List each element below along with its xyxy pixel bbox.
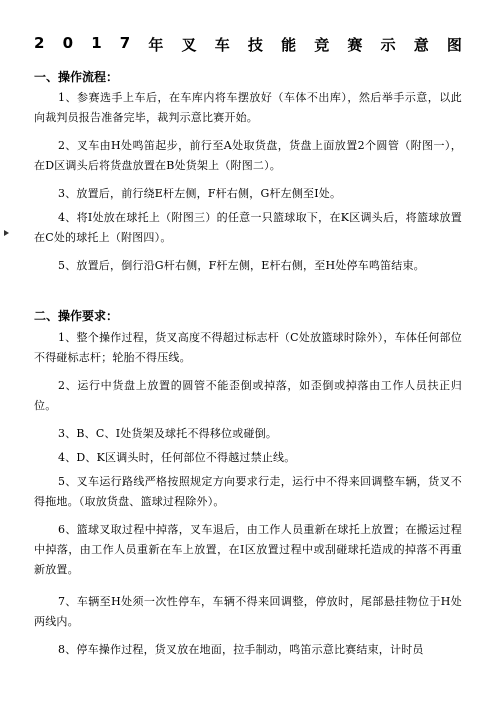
title-char: 竞: [314, 36, 330, 54]
title-char: 年: [148, 36, 164, 54]
title-char: 能: [281, 36, 297, 54]
title-char: 0: [62, 34, 74, 52]
title-char: 车: [214, 36, 230, 54]
flow-step-2: 2、叉车由H处鸣笛起步，前行至A处取货盘，货盘上面放置2个圆管（附图一），在D区调头后将货盘放置在B处货架上（附图二）。: [34, 139, 462, 172]
requirement-6: 6、篮球叉取过程中掉落，叉车退后，由工作人员重新在球托上放置；在搬运过程中掉落，由工作人员重新在车上放置，在I区放置过程中或刮碰球托造成的掉落不再重新放置。: [34, 523, 462, 576]
requirement-8: 8、停车操作过程，货叉放在地面，拉手制动，鸣笛示意比赛结束，计时员: [58, 643, 424, 656]
bullet-marker-icon: [4, 230, 9, 236]
requirement-5: 5、叉车运行路线严格按照规定方向要求行走，运行中不得来回调整车辆，货叉不得拖地。（取放货盘、篮球过程除外）。: [34, 475, 462, 508]
section-heading-flow: 一、操作流程：: [34, 70, 119, 84]
flow-step-1: 1、参赛选手上车后，在车库内将车摆放好（车体不出库），然后举手示意，以此向裁判员报告准备完毕，裁判示意比赛开始。: [34, 91, 462, 124]
title-char: 2: [34, 34, 45, 52]
flow-step-4: 4、将I处放在球托上（附图三）的任意一只篮球取下，在K区调头后，将篮球放置在C处的球托上（附图四）。: [34, 211, 462, 244]
title-char: 意: [413, 36, 429, 54]
requirement-2: 2、运行中货盘上放置的圆管不能歪倒或掉落，如歪倒或掉落由工作人员扶正归位。: [34, 379, 462, 412]
title-char: 赛: [347, 36, 363, 54]
requirement-3: 3、B、C、I处货架及球托不得移位或碰倒。: [58, 427, 278, 440]
requirement-7: 7、车辆至H处须一次性停车，车辆不得来回调整，停放时，尾部悬挂物位于H处两线内。: [34, 595, 462, 628]
flow-step-5: 5、放置后，倒行沿G杆右侧，F杆左侧，E杆右侧，至H处停车鸣笛结束。: [58, 259, 425, 272]
title-char: 示: [380, 36, 396, 54]
requirement-1: 1、整个操作过程，货叉高度不得超过标志杆（C处放篮球时除外），车体任何部位不得碰标志杆；轮胎不得压线。: [34, 331, 462, 364]
flow-step-3: 3、放置后，前行绕E杆左侧，F杆右侧，G杆左侧至I处。: [58, 187, 342, 200]
requirement-4: 4、D、K区调头时，任何部位不得越过禁止线。: [58, 451, 296, 464]
page-title: [34, 34, 462, 55]
title-char: 叉: [181, 36, 197, 54]
title-char: 图: [446, 36, 462, 54]
title-char: 技: [247, 36, 263, 54]
title-char: 7: [119, 34, 131, 52]
title-char: 1: [91, 34, 102, 52]
section-heading-requirements: 二、操作要求：: [34, 309, 119, 323]
